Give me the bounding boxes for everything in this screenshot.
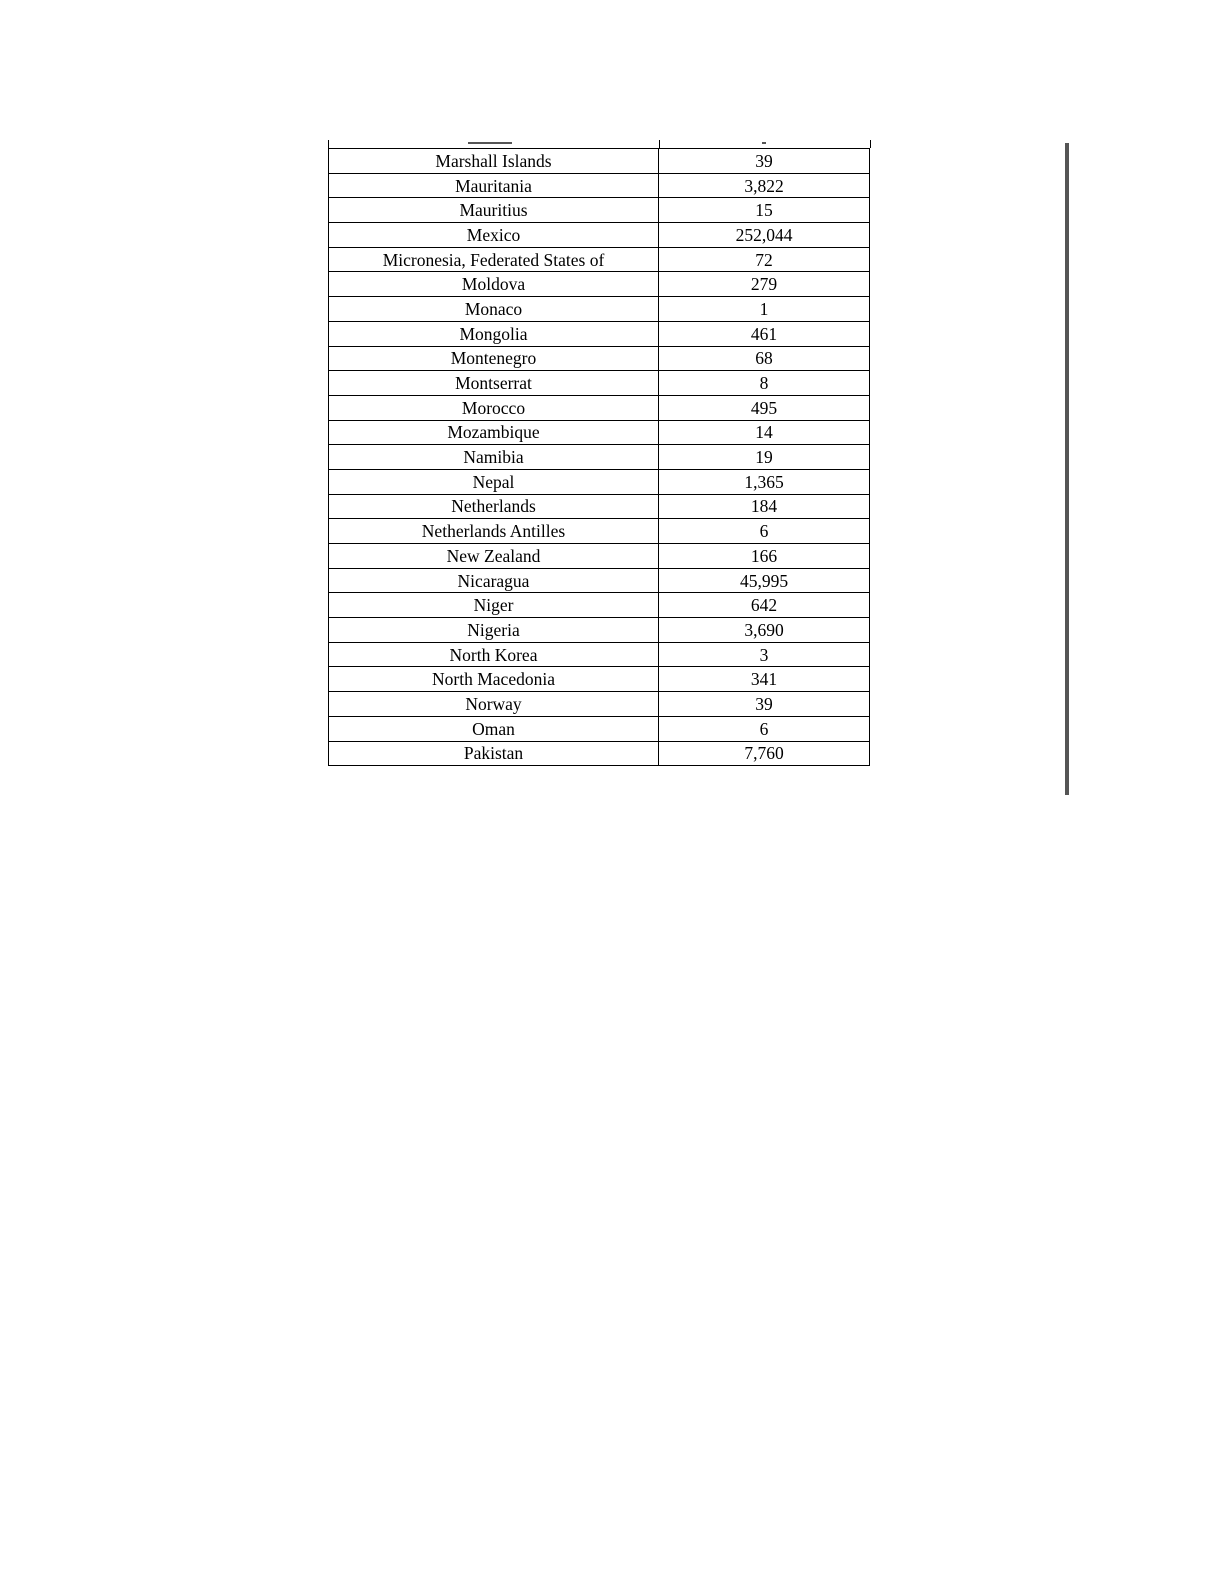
value-cell: 14 — [659, 420, 870, 445]
country-cell: Nepal — [329, 469, 659, 494]
table-row — [329, 149, 870, 174]
value-cell: 184 — [659, 494, 870, 519]
country-cell: Monaco — [329, 297, 659, 322]
country-cell: Mauritania — [329, 173, 659, 198]
country-cell: Morocco — [329, 395, 659, 420]
country-cell: Oman — [329, 716, 659, 741]
table-row — [329, 395, 870, 420]
value-cell: 3 — [659, 642, 870, 667]
table-row — [329, 371, 870, 396]
page-edge-bar — [1065, 143, 1069, 795]
country-cell: Pakistan — [329, 741, 659, 766]
table-row — [329, 568, 870, 593]
value-cell: 642 — [659, 593, 870, 618]
country-cell: North Korea — [329, 642, 659, 667]
value-cell: 252,044 — [659, 223, 870, 248]
table-row — [329, 494, 870, 519]
country-cell: Norway — [329, 692, 659, 717]
country-cell: Mauritius — [329, 198, 659, 223]
country-cell: Niger — [329, 593, 659, 618]
value-cell: 3,690 — [659, 618, 870, 643]
cropped-row-middle-border — [659, 140, 660, 148]
country-value-table — [328, 148, 870, 766]
country-cell: Marshall Islands — [329, 149, 659, 174]
value-cell: 72 — [659, 247, 870, 272]
table-row — [329, 544, 870, 569]
cropped-previous-row — [328, 140, 872, 148]
country-cell: Mexico — [329, 223, 659, 248]
table-row — [329, 593, 870, 618]
value-cell: 6 — [659, 519, 870, 544]
cropped-text-fragment — [762, 142, 766, 144]
table-row — [329, 198, 870, 223]
cropped-row-left-border — [328, 140, 329, 148]
value-cell: 3,822 — [659, 173, 870, 198]
cropped-row-right-border — [870, 140, 871, 148]
country-cell: Nigeria — [329, 618, 659, 643]
country-cell: New Zealand — [329, 544, 659, 569]
value-cell: 166 — [659, 544, 870, 569]
country-cell: Netherlands Antilles — [329, 519, 659, 544]
value-cell: 1,365 — [659, 469, 870, 494]
value-cell: 1 — [659, 297, 870, 322]
cropped-text-fragment — [468, 142, 512, 144]
table-row — [329, 321, 870, 346]
table-row — [329, 692, 870, 717]
table-row — [329, 247, 870, 272]
table-row — [329, 445, 870, 470]
table-row — [329, 346, 870, 371]
value-cell: 68 — [659, 346, 870, 371]
value-cell: 7,760 — [659, 741, 870, 766]
table-row — [329, 716, 870, 741]
table-row — [329, 297, 870, 322]
country-cell: Micronesia, Federated States of — [329, 247, 659, 272]
value-cell: 495 — [659, 395, 870, 420]
country-cell: Mongolia — [329, 321, 659, 346]
country-cell: Moldova — [329, 272, 659, 297]
value-cell: 461 — [659, 321, 870, 346]
value-cell: 39 — [659, 149, 870, 174]
table-row — [329, 469, 870, 494]
value-cell: 45,995 — [659, 568, 870, 593]
value-cell: 15 — [659, 198, 870, 223]
value-cell: 6 — [659, 716, 870, 741]
country-cell: Namibia — [329, 445, 659, 470]
value-cell: 8 — [659, 371, 870, 396]
value-cell: 279 — [659, 272, 870, 297]
value-cell: 341 — [659, 667, 870, 692]
country-cell: Montenegro — [329, 346, 659, 371]
table-row — [329, 272, 870, 297]
table-row — [329, 618, 870, 643]
country-cell: Netherlands — [329, 494, 659, 519]
value-cell: 39 — [659, 692, 870, 717]
country-cell: Nicaragua — [329, 568, 659, 593]
table-row — [329, 519, 870, 544]
table-row — [329, 741, 870, 766]
table-row — [329, 173, 870, 198]
value-cell: 19 — [659, 445, 870, 470]
country-cell: Montserrat — [329, 371, 659, 396]
table-row — [329, 420, 870, 445]
country-cell: Mozambique — [329, 420, 659, 445]
country-cell: North Macedonia — [329, 667, 659, 692]
table-row — [329, 223, 870, 248]
table-row — [329, 642, 870, 667]
table-row — [329, 667, 870, 692]
